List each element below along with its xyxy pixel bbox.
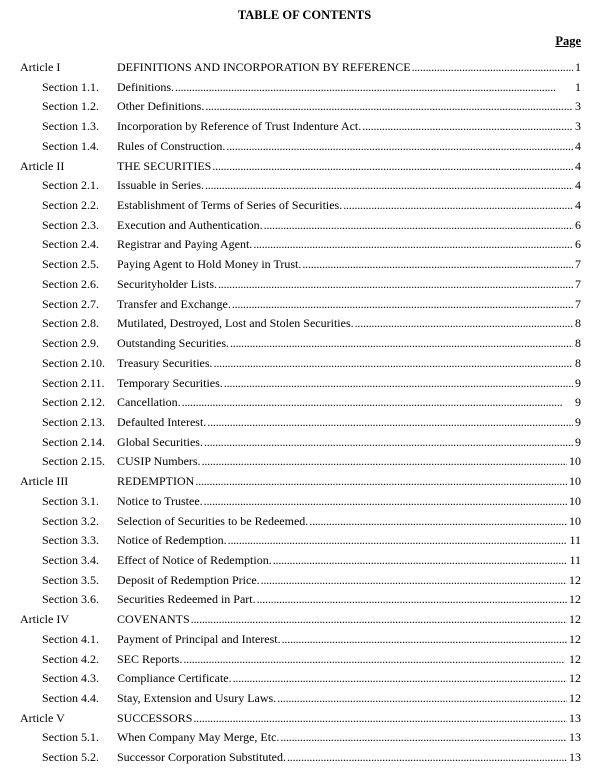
toc-entry-line xyxy=(117,97,581,117)
toc-entry-title[interactable]: Execution and Authentication. xyxy=(117,217,263,232)
toc-page-number: 12 xyxy=(569,592,581,607)
dot-leader xyxy=(277,689,567,709)
toc-article-row[interactable] xyxy=(0,610,609,630)
toc-entry-line xyxy=(117,374,581,394)
toc-page-number: 9 xyxy=(575,414,581,429)
toc-article-row[interactable] xyxy=(0,709,609,729)
toc-entry-title[interactable]: Other Definitions. xyxy=(117,99,205,114)
toc-page-number: 12 xyxy=(569,671,581,686)
dot-leader xyxy=(224,374,573,394)
dot-leader xyxy=(273,551,568,571)
dot-leader xyxy=(253,235,573,255)
toc-entry-title[interactable]: Notice to Trustee. xyxy=(117,493,203,508)
toc-entry-title[interactable]: Establishment of Terms of Series of Securities. xyxy=(117,198,343,213)
toc-entry-number: Section 2.6. xyxy=(42,276,99,291)
toc-entry-number: Section 3.5. xyxy=(42,572,99,587)
toc-entry-title[interactable]: Rules of Construction. xyxy=(117,138,226,153)
toc-page-number: 10 xyxy=(569,493,581,508)
toc-entry-title[interactable]: Compliance Certificate. xyxy=(117,671,232,686)
toc-page-number: 12 xyxy=(569,612,581,627)
toc-page-number: 7 xyxy=(575,276,581,291)
toc-entry-line xyxy=(117,393,581,413)
toc-page-number: 10 xyxy=(569,513,581,528)
toc-entry-title[interactable]: Treasury Securities. xyxy=(117,355,213,370)
toc-section-row[interactable] xyxy=(0,512,609,532)
toc-section-row[interactable] xyxy=(0,650,609,670)
toc-section-row[interactable] xyxy=(0,374,609,394)
dot-leader xyxy=(204,433,573,453)
toc-entry-number: Section 2.7. xyxy=(42,296,99,311)
dot-leader xyxy=(412,58,573,78)
toc-section-row[interactable] xyxy=(0,413,609,433)
toc-entry-title[interactable]: COVENANTS xyxy=(117,612,190,627)
toc-entry-number: Section 3.4. xyxy=(42,552,99,567)
toc-entry-title[interactable]: Incorporation by Reference of Trust Indenture Act. xyxy=(117,119,362,134)
toc-entry-title[interactable]: Effect of Notice of Redemption. xyxy=(117,552,272,567)
toc-page-number: 10 xyxy=(569,474,581,489)
toc-section-row[interactable] xyxy=(0,748,609,768)
toc-entry-title[interactable]: SUCCESSORS xyxy=(117,710,193,725)
toc-page-number: 8 xyxy=(575,316,581,331)
toc-page-number: 13 xyxy=(569,730,581,745)
toc-article-row[interactable] xyxy=(0,472,609,492)
toc-entry-number: Section 2.1. xyxy=(42,178,99,193)
toc-section-row[interactable] xyxy=(0,255,609,275)
toc-page-number: 13 xyxy=(569,710,581,725)
toc-entry-number: Section 1.2. xyxy=(42,99,99,114)
dot-leader xyxy=(212,157,573,177)
toc-entry-number: Article II xyxy=(20,158,65,173)
toc-page-number: 9 xyxy=(575,375,581,390)
toc-entry-title[interactable]: Paying Agent to Hold Money in Trust. xyxy=(117,257,302,272)
table-of-contents xyxy=(0,58,609,768)
toc-entry-title[interactable]: Payment of Principal and Interest. xyxy=(117,631,281,646)
toc-section-row[interactable] xyxy=(0,235,609,255)
toc-entry-title[interactable]: Notice of Redemption. xyxy=(117,533,227,548)
toc-page-number: 9 xyxy=(575,395,581,410)
toc-entry-number: Section 3.2. xyxy=(42,513,99,528)
toc-section-row[interactable] xyxy=(0,551,609,571)
toc-entry-line xyxy=(117,433,581,453)
toc-entry-title[interactable]: DEFINITIONS AND INCORPORATION BY REFERENCE xyxy=(117,60,411,74)
toc-page-number: 3 xyxy=(575,99,581,114)
toc-entry-title[interactable]: Deposit of Redemption Price. xyxy=(117,572,260,587)
toc-entry-line xyxy=(117,354,581,374)
toc-section-row[interactable] xyxy=(0,393,609,413)
dot-leader xyxy=(204,492,567,512)
toc-entry-line xyxy=(117,650,581,670)
toc-section-row[interactable] xyxy=(0,590,609,610)
toc-entry-line xyxy=(117,610,581,630)
toc-entry-number: Section 3.3. xyxy=(42,533,99,548)
toc-entry-number: Article V xyxy=(20,710,65,725)
dot-leader xyxy=(233,669,567,689)
toc-section-row[interactable] xyxy=(0,176,609,196)
toc-entry-line xyxy=(117,551,581,571)
toc-page-number: 10 xyxy=(569,454,581,469)
dot-leader xyxy=(205,176,573,196)
toc-section-row[interactable] xyxy=(0,433,609,453)
dot-leader xyxy=(355,314,573,334)
toc-section-row[interactable] xyxy=(0,689,609,709)
toc-entry-line xyxy=(117,58,581,78)
toc-entry-title[interactable]: Securityholder Lists. xyxy=(117,276,217,291)
toc-section-row[interactable] xyxy=(0,314,609,334)
toc-page-number: 6 xyxy=(575,217,581,232)
toc-entry-title[interactable]: Registrar and Paying Agent. xyxy=(117,237,253,252)
toc-entry-line xyxy=(117,78,581,98)
dot-leader xyxy=(202,452,567,472)
toc-page-number: 4 xyxy=(575,198,581,213)
toc-entry-title[interactable]: Global Securities. xyxy=(117,434,203,449)
toc-section-row[interactable] xyxy=(0,216,609,236)
dot-leader xyxy=(343,196,573,216)
dot-leader xyxy=(280,728,567,748)
dot-leader xyxy=(182,393,573,413)
toc-entry-number: Section 4.1. xyxy=(42,631,99,646)
toc-page-number: 11 xyxy=(569,552,581,567)
toc-entry-line xyxy=(117,748,581,768)
toc-page-number: 13 xyxy=(569,750,581,765)
toc-entry-number: Section 2.14. xyxy=(42,434,105,449)
toc-entry-number: Section 1.4. xyxy=(42,138,99,153)
dot-leader xyxy=(195,472,567,492)
toc-entry-number: Section 2.3. xyxy=(42,217,99,232)
toc-entry-line xyxy=(117,255,581,275)
toc-page-number: 11 xyxy=(569,533,581,548)
toc-entry-title[interactable]: Definitions. xyxy=(117,79,174,94)
dot-leader xyxy=(175,78,573,98)
toc-section-row[interactable] xyxy=(0,334,609,354)
toc-entry-title[interactable]: SEC Reports. xyxy=(117,651,183,666)
toc-page-number: 1 xyxy=(575,60,581,74)
toc-entry-line xyxy=(117,157,581,177)
toc-entry-line xyxy=(117,571,581,591)
dot-leader xyxy=(309,512,567,532)
toc-section-row[interactable] xyxy=(0,97,609,117)
toc-entry-title[interactable]: When Company May Merge, Etc. xyxy=(117,730,280,745)
toc-page-number: 7 xyxy=(575,296,581,311)
toc-section-row[interactable] xyxy=(0,669,609,689)
toc-entry-number: Article I xyxy=(20,60,61,74)
toc-entry-title[interactable]: Defaulted Interest. xyxy=(117,414,207,429)
toc-page-number: 12 xyxy=(569,651,581,666)
toc-page-number: 12 xyxy=(569,572,581,587)
toc-section-row[interactable] xyxy=(0,275,609,295)
toc-entry-line xyxy=(117,334,581,354)
toc-page-number: 3 xyxy=(575,119,581,134)
page-column-header: Page xyxy=(555,34,581,48)
toc-entry-title[interactable]: REDEMPTION xyxy=(117,474,195,489)
toc-entry-number: Section 3.1. xyxy=(42,493,99,508)
toc-entry-number: Section 2.12. xyxy=(42,395,105,410)
toc-entry-line xyxy=(117,512,581,532)
toc-entry-title[interactable]: Cancellation. xyxy=(117,395,181,410)
toc-page-number: 8 xyxy=(575,355,581,370)
toc-entry-title[interactable]: Successor Corporation Substituted. xyxy=(117,750,286,765)
toc-entry-line xyxy=(117,689,581,709)
dot-leader xyxy=(230,334,573,354)
toc-entry-line xyxy=(117,452,581,472)
document-title: TABLE OF CONTENTS xyxy=(237,8,372,22)
toc-entry-number: Article III xyxy=(20,474,69,489)
toc-entry-line xyxy=(117,492,581,512)
toc-entry-line xyxy=(117,216,581,236)
toc-entry-title[interactable]: Outstanding Securities. xyxy=(117,336,229,351)
toc-section-row[interactable] xyxy=(0,78,609,98)
dot-leader xyxy=(362,117,573,137)
toc-entry-line xyxy=(117,669,581,689)
toc-section-row[interactable] xyxy=(0,728,609,748)
toc-entry-number: Section 2.4. xyxy=(42,237,99,252)
toc-entry-title[interactable]: Selection of Securities to be Redeemed. xyxy=(117,513,309,528)
toc-section-row[interactable] xyxy=(0,571,609,591)
dot-leader xyxy=(232,295,573,315)
dot-leader xyxy=(257,590,567,610)
toc-article-row[interactable] xyxy=(0,157,609,177)
toc-entry-number: Section 3.6. xyxy=(42,592,99,607)
toc-entry-line xyxy=(117,275,581,295)
toc-entry-line xyxy=(117,413,581,433)
toc-page-number: 7 xyxy=(575,257,581,272)
toc-entry-line xyxy=(117,117,581,137)
dot-leader xyxy=(282,630,567,650)
toc-page-number: 12 xyxy=(569,631,581,646)
toc-entry-number: Section 2.13. xyxy=(42,414,105,429)
toc-entry-title[interactable]: Stay, Extension and Usury Laws. xyxy=(117,691,277,705)
toc-entry-line xyxy=(117,196,581,216)
toc-entry-title[interactable]: Mutilated, Destroyed, Lost and Stolen Securities. xyxy=(117,316,354,331)
dot-leader xyxy=(207,413,573,433)
toc-page-number: 4 xyxy=(575,138,581,153)
toc-entry-line xyxy=(117,472,581,492)
dot-leader xyxy=(183,650,567,670)
toc-page-number: 12 xyxy=(569,691,581,705)
dot-leader xyxy=(191,610,567,630)
toc-entry-number: Section 5.1. xyxy=(42,730,99,745)
dot-leader xyxy=(287,748,567,768)
toc-entry-line xyxy=(117,531,581,551)
dot-leader xyxy=(214,354,573,374)
toc-entry-line xyxy=(117,728,581,748)
toc-entry-number: Section 5.2. xyxy=(42,750,99,765)
dot-leader xyxy=(205,97,573,117)
toc-entry-line xyxy=(117,137,581,157)
dot-leader xyxy=(264,216,573,236)
toc-section-row[interactable] xyxy=(0,531,609,551)
dot-leader xyxy=(218,275,573,295)
toc-entry-line xyxy=(117,630,581,650)
dot-leader xyxy=(193,709,567,729)
toc-entry-line xyxy=(117,176,581,196)
dot-leader xyxy=(302,255,573,275)
toc-entry-number: Section 2.15. xyxy=(42,454,105,469)
toc-entry-title[interactable]: THE SECURITIES xyxy=(117,158,212,173)
toc-page-number: 4 xyxy=(575,178,581,193)
dot-leader xyxy=(261,571,567,591)
toc-entry-title[interactable]: Temporary Securities. xyxy=(117,375,223,390)
toc-entry-number: Section 2.8. xyxy=(42,316,99,331)
toc-page-number: 8 xyxy=(575,336,581,351)
toc-entry-number: Section 1.1. xyxy=(42,79,99,94)
toc-section-row[interactable] xyxy=(0,354,609,374)
toc-section-row[interactable] xyxy=(0,137,609,157)
toc-entry-line xyxy=(117,314,581,334)
toc-page-number: 1 xyxy=(575,79,581,94)
toc-entry-number: Section 2.9. xyxy=(42,336,99,351)
toc-entry-line xyxy=(117,295,581,315)
toc-entry-line xyxy=(117,709,581,729)
toc-page-number: 6 xyxy=(575,237,581,252)
toc-entry-number: Section 4.4. xyxy=(42,691,99,705)
toc-section-row[interactable] xyxy=(0,196,609,216)
toc-section-row[interactable] xyxy=(0,452,609,472)
toc-entry-line xyxy=(117,590,581,610)
toc-entry-title[interactable]: CUSIP Numbers. xyxy=(117,454,201,469)
toc-section-row[interactable] xyxy=(0,295,609,315)
toc-section-row[interactable] xyxy=(0,492,609,512)
toc-entry-line xyxy=(117,235,581,255)
toc-entry-title[interactable]: Issuable in Series. xyxy=(117,178,204,193)
toc-page-number: 9 xyxy=(575,434,581,449)
toc-article-row[interactable] xyxy=(0,58,609,78)
toc-entry-number: Section 1.3. xyxy=(42,119,99,134)
toc-page-number: 4 xyxy=(575,158,581,173)
toc-entry-number: Section 2.11. xyxy=(42,375,105,390)
toc-entry-title[interactable]: Securities Redeemed in Part. xyxy=(117,592,256,607)
dot-leader xyxy=(226,137,573,157)
toc-entry-title[interactable]: Transfer and Exchange. xyxy=(117,296,231,311)
toc-section-row[interactable] xyxy=(0,630,609,650)
toc-section-row[interactable] xyxy=(0,117,609,137)
toc-entry-number: Article IV xyxy=(20,612,69,627)
toc-entry-number: Section 2.10. xyxy=(42,355,105,370)
toc-entry-number: Section 2.2. xyxy=(42,198,99,213)
toc-entry-number: Section 2.5. xyxy=(42,257,99,272)
toc-entry-number: Section 4.3. xyxy=(42,671,99,686)
toc-entry-number: Section 4.2. xyxy=(42,651,99,666)
dot-leader xyxy=(228,531,568,551)
